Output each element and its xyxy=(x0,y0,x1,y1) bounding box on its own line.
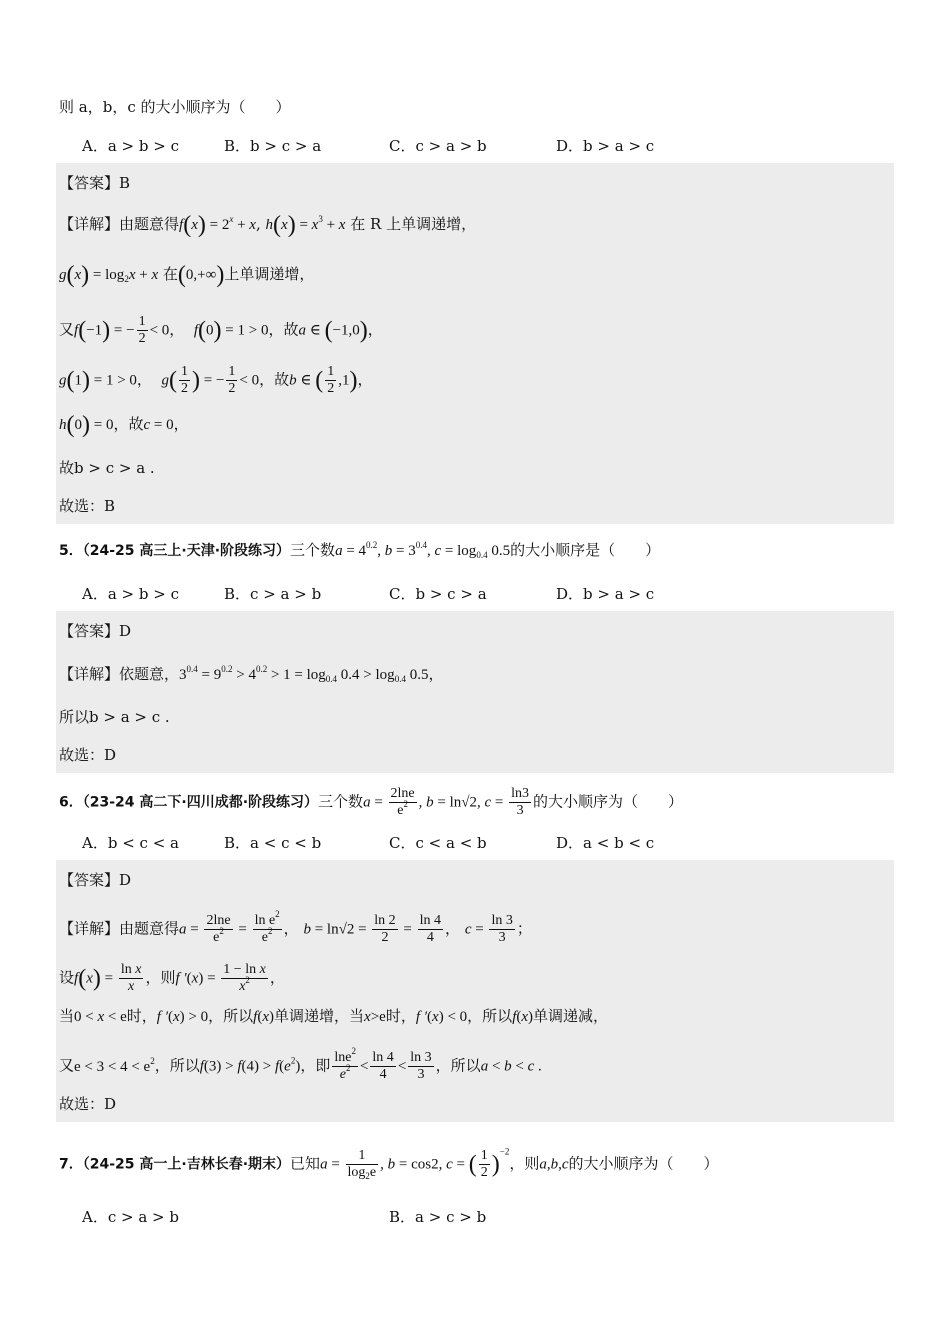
detail-text: ， xyxy=(169,320,185,339)
fraction xyxy=(372,913,397,946)
formula: a xyxy=(335,543,343,559)
formula: g xyxy=(59,372,67,389)
detail-text: 单调递减， xyxy=(533,1007,609,1025)
formula: f xyxy=(74,970,79,987)
formula: x xyxy=(86,970,93,987)
option-c: C．b > c > a xyxy=(389,585,487,603)
formula: ) xyxy=(269,1009,274,1025)
option-c: C．c < a < b xyxy=(389,834,487,852)
numerator: 1 xyxy=(327,364,335,379)
formula: ( xyxy=(279,1058,285,1075)
paren: ) xyxy=(349,367,358,394)
detail-line: 又f(−1) = − $\frac{1}{2}$ < 0， f(0) = 1 > 0，故a ∈ (−1,0)， xyxy=(59,314,383,346)
numerator: 2lne xyxy=(206,913,231,928)
formula: , xyxy=(546,1156,551,1173)
formula: = 0 xyxy=(90,417,114,433)
detail-text: 在 R 上单调递增， xyxy=(350,215,477,233)
formula: , xyxy=(418,794,427,811)
detail-text: 又 xyxy=(59,1056,75,1075)
fraction xyxy=(346,1148,379,1181)
denominator: $e^2$ xyxy=(397,799,408,818)
formula: ( xyxy=(257,1009,263,1025)
denominator: 4 xyxy=(426,930,434,945)
formula: , xyxy=(558,1156,562,1173)
denominator: 2 xyxy=(327,381,335,396)
detail-line: g(1) = 1 > 0， g( $\frac{1}{2}$ ) = − $\frac{1}{2}$ < 0，故b ∈ ( $\frac{1}{2}$ ,1)， xyxy=(59,364,373,396)
formula: = − xyxy=(110,322,135,339)
option-b: B．a > c > b xyxy=(389,1208,487,1226)
denominator: $e^2$ xyxy=(213,926,224,945)
denominator: 3 xyxy=(516,803,524,818)
paren: ( xyxy=(177,262,186,288)
formula: = $2^x$ + xyxy=(205,214,250,233)
formula: x xyxy=(173,1009,180,1025)
formula: 0 xyxy=(74,417,82,433)
question-number: 7． xyxy=(59,1156,83,1173)
numerator: 1 xyxy=(346,1148,379,1165)
formula: = $3^{0.4}$, xyxy=(392,540,435,559)
fraction xyxy=(408,1050,433,1083)
formula: = 1 > 0 xyxy=(221,322,269,339)
denominator: 2 xyxy=(480,1165,488,1180)
formula: h xyxy=(265,217,274,233)
fraction xyxy=(226,364,237,397)
formula: = xyxy=(452,1156,469,1173)
paren: ) xyxy=(491,1151,500,1178)
formula: 1 xyxy=(74,372,82,389)
formula: c xyxy=(446,1156,453,1173)
fraction xyxy=(179,364,190,397)
detail-line: 故b > c > a . xyxy=(59,459,155,477)
option-d: D．a < b < c xyxy=(556,834,655,852)
numerator: ln 4 xyxy=(419,913,442,928)
denominator: 2 xyxy=(180,381,188,396)
numerator: 1 xyxy=(228,364,236,379)
paren: ) xyxy=(92,965,101,992)
formula: a xyxy=(363,794,371,811)
question-text: 三个数 xyxy=(318,792,364,811)
formula: ( xyxy=(168,1009,173,1025)
formula: f xyxy=(274,1058,280,1075)
paren: ( xyxy=(273,212,282,238)
formula: x xyxy=(262,1009,269,1025)
formula: (3) > xyxy=(203,1058,238,1075)
numerator: $\ln e^2$ xyxy=(254,909,280,928)
detail-line xyxy=(59,1006,608,1027)
formula: f xyxy=(237,1058,242,1075)
detail-text: ，则 xyxy=(145,968,176,987)
formula: ( xyxy=(427,1009,433,1025)
question-5 xyxy=(59,540,660,561)
denominator: x xyxy=(128,979,135,994)
formula: $e < 3 < 4 < e^2$ xyxy=(74,1055,155,1075)
formula: f ′ xyxy=(415,1009,428,1025)
formula: g xyxy=(161,372,169,389)
denominator: $e^2$ xyxy=(261,926,273,945)
formula: = xyxy=(471,921,488,938)
option-d: D．b > a > c xyxy=(556,137,655,155)
formula: f xyxy=(253,1009,258,1025)
formula: >e xyxy=(370,1009,386,1025)
option-a: A．b < c < a xyxy=(82,834,179,852)
formula: a xyxy=(320,1156,328,1173)
formula: ( xyxy=(516,1009,522,1025)
formula: ) = xyxy=(198,970,220,987)
formula: $3^{0.4} = 9^{0.2} > 4^{0.2} > 1 = \log_{0.4} 0.4 > \log_{0.4} 0.5$ xyxy=(179,664,429,684)
paren: ( xyxy=(315,367,324,394)
formula: ∈ xyxy=(296,372,316,389)
fraction xyxy=(370,1050,395,1083)
formula: x xyxy=(364,1009,371,1025)
detail-prefix: 【详解】由题意得 xyxy=(59,919,180,938)
option-a: A．a > b > c xyxy=(82,585,179,603)
formula: = xyxy=(399,921,416,938)
formula: b xyxy=(303,921,311,938)
question-text: 的大小顺序为（ ） xyxy=(568,1154,719,1173)
question-7: 7．（24-25 高一上·吉林长春·期末）已知a = $\frac{1}{\log_2e}$ , b = cos2, c = ( $\frac{1}{2}$ )$^{-2}$，则a,b,c的大小顺序为（ ） xyxy=(59,1146,719,1181)
formula: x xyxy=(432,1009,439,1025)
fraction xyxy=(221,962,268,995)
question-text: 的大小顺序是（ ） xyxy=(510,541,661,559)
question-number: 6． xyxy=(59,794,83,811)
numerator: ln3 xyxy=(511,786,530,801)
formula: c xyxy=(434,543,442,559)
paren: ( xyxy=(66,262,75,288)
fraction xyxy=(332,1046,358,1083)
formula: a xyxy=(480,1058,489,1075)
fraction xyxy=(204,913,232,946)
formula: f xyxy=(512,1009,517,1025)
formula: = xyxy=(186,921,203,938)
question-6 xyxy=(59,786,683,819)
formula: 0,+∞ xyxy=(185,267,217,283)
detail-text: ， xyxy=(136,370,152,389)
formula: x xyxy=(191,217,198,233)
paren: ( xyxy=(324,317,333,344)
detail-text: ，故 xyxy=(113,415,144,433)
choice-label: 故选：D xyxy=(59,746,117,764)
option-d: D．b > a > c xyxy=(556,585,655,603)
fraction xyxy=(389,786,417,819)
formula: f xyxy=(193,322,199,339)
option-b: B．b > c > a xyxy=(224,137,322,155)
question-stem: 则 a，b，c 的大小顺序为（ ） xyxy=(59,98,291,116)
formula: = cos2, xyxy=(395,1156,447,1173)
formula: ( xyxy=(186,970,192,987)
fraction xyxy=(489,913,514,946)
choice-label: 故选：B xyxy=(59,497,116,515)
formula: x xyxy=(128,267,136,283)
paren: ) xyxy=(359,317,368,344)
denominator: 2 xyxy=(381,930,389,945)
denominator: 4 xyxy=(379,1067,387,1082)
denominator: $\log_2e$ xyxy=(347,1165,377,1181)
option-c: C．c > a > b xyxy=(389,137,487,155)
formula: c xyxy=(143,417,151,433)
question-text: 三个数 xyxy=(290,541,336,559)
formula: c xyxy=(484,794,492,811)
formula: x xyxy=(249,217,256,233)
formula: a xyxy=(539,1156,547,1173)
option-b: B．c > a > b xyxy=(224,585,322,603)
formula: = − xyxy=(199,372,225,389)
formula: ) > 0 xyxy=(179,1009,209,1025)
formula: x xyxy=(191,970,199,987)
formula: a xyxy=(179,921,187,938)
denominator: 2 xyxy=(228,381,236,396)
formula: 0 xyxy=(206,322,214,339)
paren: ) xyxy=(191,367,200,394)
denominator: 3 xyxy=(498,930,506,945)
formula: −1 xyxy=(86,322,103,339)
formula: < xyxy=(397,1058,407,1075)
formula: = xyxy=(370,794,387,811)
formula: < e xyxy=(104,1009,127,1025)
formula: f xyxy=(74,322,79,339)
question-source: （24-25 高三上·天津·阶段练习） xyxy=(82,543,291,559)
paren: ( xyxy=(78,965,87,992)
paren: ( xyxy=(168,367,177,394)
paren: ) xyxy=(213,317,222,344)
formula: a xyxy=(298,322,306,339)
formula: b xyxy=(550,1156,559,1173)
formula: < xyxy=(511,1058,528,1075)
formula: = 0 xyxy=(150,417,174,433)
formula: c xyxy=(464,921,472,938)
question-text: 已知 xyxy=(290,1154,321,1173)
paren: ( xyxy=(198,317,207,344)
formula: , xyxy=(380,1156,388,1173)
paren: ( xyxy=(183,212,192,238)
numerator: 2lne xyxy=(390,786,415,801)
detail-line: h(0) = 0，故c = 0， xyxy=(59,412,189,438)
detail-line: 所以b > a > c . xyxy=(59,708,170,726)
formula: f ′ xyxy=(175,970,187,987)
formula: g xyxy=(59,267,67,283)
detail-text: 又 xyxy=(59,320,75,339)
choice-label: 故选：D xyxy=(59,1095,117,1113)
paren: ( xyxy=(66,412,75,438)
detail-text: ，故 xyxy=(259,370,290,389)
numerator: 1 xyxy=(180,364,188,379)
formula: . xyxy=(534,1058,542,1075)
formula: = xyxy=(295,217,312,233)
detail-text: ，故 xyxy=(268,320,299,339)
formula: (4) > xyxy=(241,1058,275,1075)
detail-text: 时， xyxy=(385,1007,416,1025)
formula: = $\log_{0.4} 0.5$ xyxy=(441,543,511,560)
formula: 0 < xyxy=(74,1009,98,1025)
formula: b xyxy=(289,372,297,389)
formula: ) xyxy=(528,1009,534,1025)
solution-box xyxy=(56,611,894,773)
fraction xyxy=(119,962,144,995)
detail-text: ，所以 xyxy=(467,1007,513,1025)
detail-prefix: 【详解】依题意， xyxy=(59,665,180,683)
detail-text: ，所以 xyxy=(208,1007,254,1025)
formula: f xyxy=(179,217,184,233)
detail-text: ，所以 xyxy=(435,1056,481,1075)
formula: + xyxy=(322,217,339,233)
detail-line: 【详解】由题意得a = $\frac{2\ln e}{e^2}$ = $\frac{\ln e^2}{e^2}$ ， b = ln√2 = $\frac{\ln 2}{2}$ = $\frac{\ln 4}{4}$ ， c = $\frac{\ln 3}{3}$ ； xyxy=(59,909,532,945)
numerator: ln 3 xyxy=(410,1050,432,1065)
formula: = ln√2 = xyxy=(310,921,371,938)
formula: x xyxy=(151,267,159,283)
fraction xyxy=(325,364,336,397)
formula: = ln√2, xyxy=(433,794,485,811)
formula: = xyxy=(491,794,508,811)
detail-line: 【详解】依题意，$3^{0.4} = 9^{0.2} > 4^{0.2} > 1 = \log_{0.4} 0.4 > \log_{0.4} 0.5$， xyxy=(59,664,444,684)
paren: ) xyxy=(81,262,90,288)
formula: < 0 xyxy=(149,322,170,339)
paren: ) xyxy=(197,212,206,238)
formula: x xyxy=(338,217,346,233)
paren: ) xyxy=(82,412,90,438)
numerator: ln 2 xyxy=(374,913,396,928)
formula: ,1 xyxy=(338,372,350,389)
formula: < xyxy=(488,1058,505,1075)
fraction xyxy=(137,314,148,347)
formula: f ′ xyxy=(156,1009,168,1025)
formula: e xyxy=(284,1058,291,1075)
option-a: A．a > b > c xyxy=(82,137,179,155)
formula: < xyxy=(359,1058,369,1075)
option-b: B．a < c < b xyxy=(224,834,322,852)
formula: f xyxy=(199,1058,204,1075)
paren: ) xyxy=(102,317,111,344)
formula: x xyxy=(281,217,288,233)
formula: = $\log_2$ xyxy=(89,267,129,284)
question-text: ，则 xyxy=(509,1154,540,1173)
denominator: $x^2$ xyxy=(239,975,250,994)
formula: = xyxy=(100,970,117,987)
formula: c xyxy=(527,1058,535,1075)
answer-label: 【答案】D xyxy=(59,622,132,640)
formula: + xyxy=(135,267,152,283)
denominator: $e^2$ xyxy=(339,1063,351,1082)
formula: c xyxy=(561,1156,569,1173)
fraction xyxy=(479,1148,490,1181)
detail-line: 又$e < 3 < 4 < e^2$，所以$f(3) > f(4) > f(e^2)$，即 $\frac{\ln e^2}{e^2}$ < $\frac{\ln 4}{4}$ < $\frac{\ln 3}{3}$ ，所以a < b < c . xyxy=(59,1046,542,1082)
question-source: （23-24 高二下·四川成都·阶段练习） xyxy=(82,794,319,811)
paren: ) xyxy=(82,367,90,394)
formula: b xyxy=(426,794,434,811)
detail-text: 当 xyxy=(59,1007,75,1025)
formula: b xyxy=(384,543,393,559)
paren: ) xyxy=(287,212,296,238)
formula: ∈ xyxy=(305,322,325,339)
numerator: 1 xyxy=(138,314,146,329)
numerator: 1 xyxy=(480,1148,488,1163)
formula: h xyxy=(59,417,67,433)
formula: = xyxy=(234,921,251,938)
question-text: 的大小顺序为（ ） xyxy=(533,792,684,811)
detail-prefix: 【详解】由题意得 xyxy=(59,215,180,233)
detail-text: ，所以 xyxy=(154,1056,200,1075)
formula: x xyxy=(311,217,319,233)
question-number: 5． xyxy=(59,543,83,559)
formula: x xyxy=(97,1009,105,1025)
numerator: ln x xyxy=(120,962,142,977)
formula: < 0 xyxy=(239,372,260,389)
question-source: （24-25 高一上·吉林长春·期末） xyxy=(82,1156,291,1173)
answer-label: 【答案】B xyxy=(59,174,131,192)
formula: = xyxy=(327,1156,344,1173)
detail-text: 上单调递增， xyxy=(224,265,315,283)
numerator: ln 4 xyxy=(372,1050,394,1065)
formula: b xyxy=(387,1156,396,1173)
numerator: 1 − ln x xyxy=(223,962,266,977)
formula: x xyxy=(521,1009,529,1025)
detail-line: 【详解】由题意得$f(x) = 2^x + x$, $h(x) = x^3 + x$ 在 R 上单调递增， xyxy=(59,212,477,238)
formula: b xyxy=(504,1058,512,1075)
formula: ) xyxy=(295,1058,301,1075)
paren: ( xyxy=(66,367,75,394)
detail-text: ，即 xyxy=(300,1056,331,1075)
paren: ) xyxy=(216,262,225,288)
fraction xyxy=(418,913,443,946)
fraction xyxy=(253,909,282,946)
denominator: 3 xyxy=(417,1067,425,1082)
numerator: lne$^2$ xyxy=(334,1046,356,1065)
detail-line: $g(x) = \log_2x + x$ 在(0,+∞)上单调递增， xyxy=(59,262,315,288)
fraction xyxy=(509,786,531,819)
denominator: 2 xyxy=(138,331,146,346)
numerator: ln 3 xyxy=(491,913,513,928)
paren: ( xyxy=(468,1151,477,1178)
paren: ( xyxy=(78,317,87,344)
formula: ) < 0 xyxy=(438,1009,468,1025)
formula: = 1 > 0 xyxy=(90,372,137,389)
detail-text: 设 xyxy=(59,968,75,987)
formula: −1,0 xyxy=(332,322,360,339)
detail-text: 时， xyxy=(126,1007,157,1025)
answer-label: 【答案】D xyxy=(59,871,132,889)
option-a: A．c > a > b xyxy=(82,1208,179,1226)
formula: = $4^{0.2}$, xyxy=(342,540,385,559)
detail-text: 单调递增，当 xyxy=(274,1007,365,1025)
detail-line: 设f(x) = $\frac{\text{ln x}}{x}$ ，则f ′(x) = $\frac{\text{1 − ln x}}{x^2}$ ， xyxy=(59,962,285,994)
formula: x xyxy=(74,267,82,283)
